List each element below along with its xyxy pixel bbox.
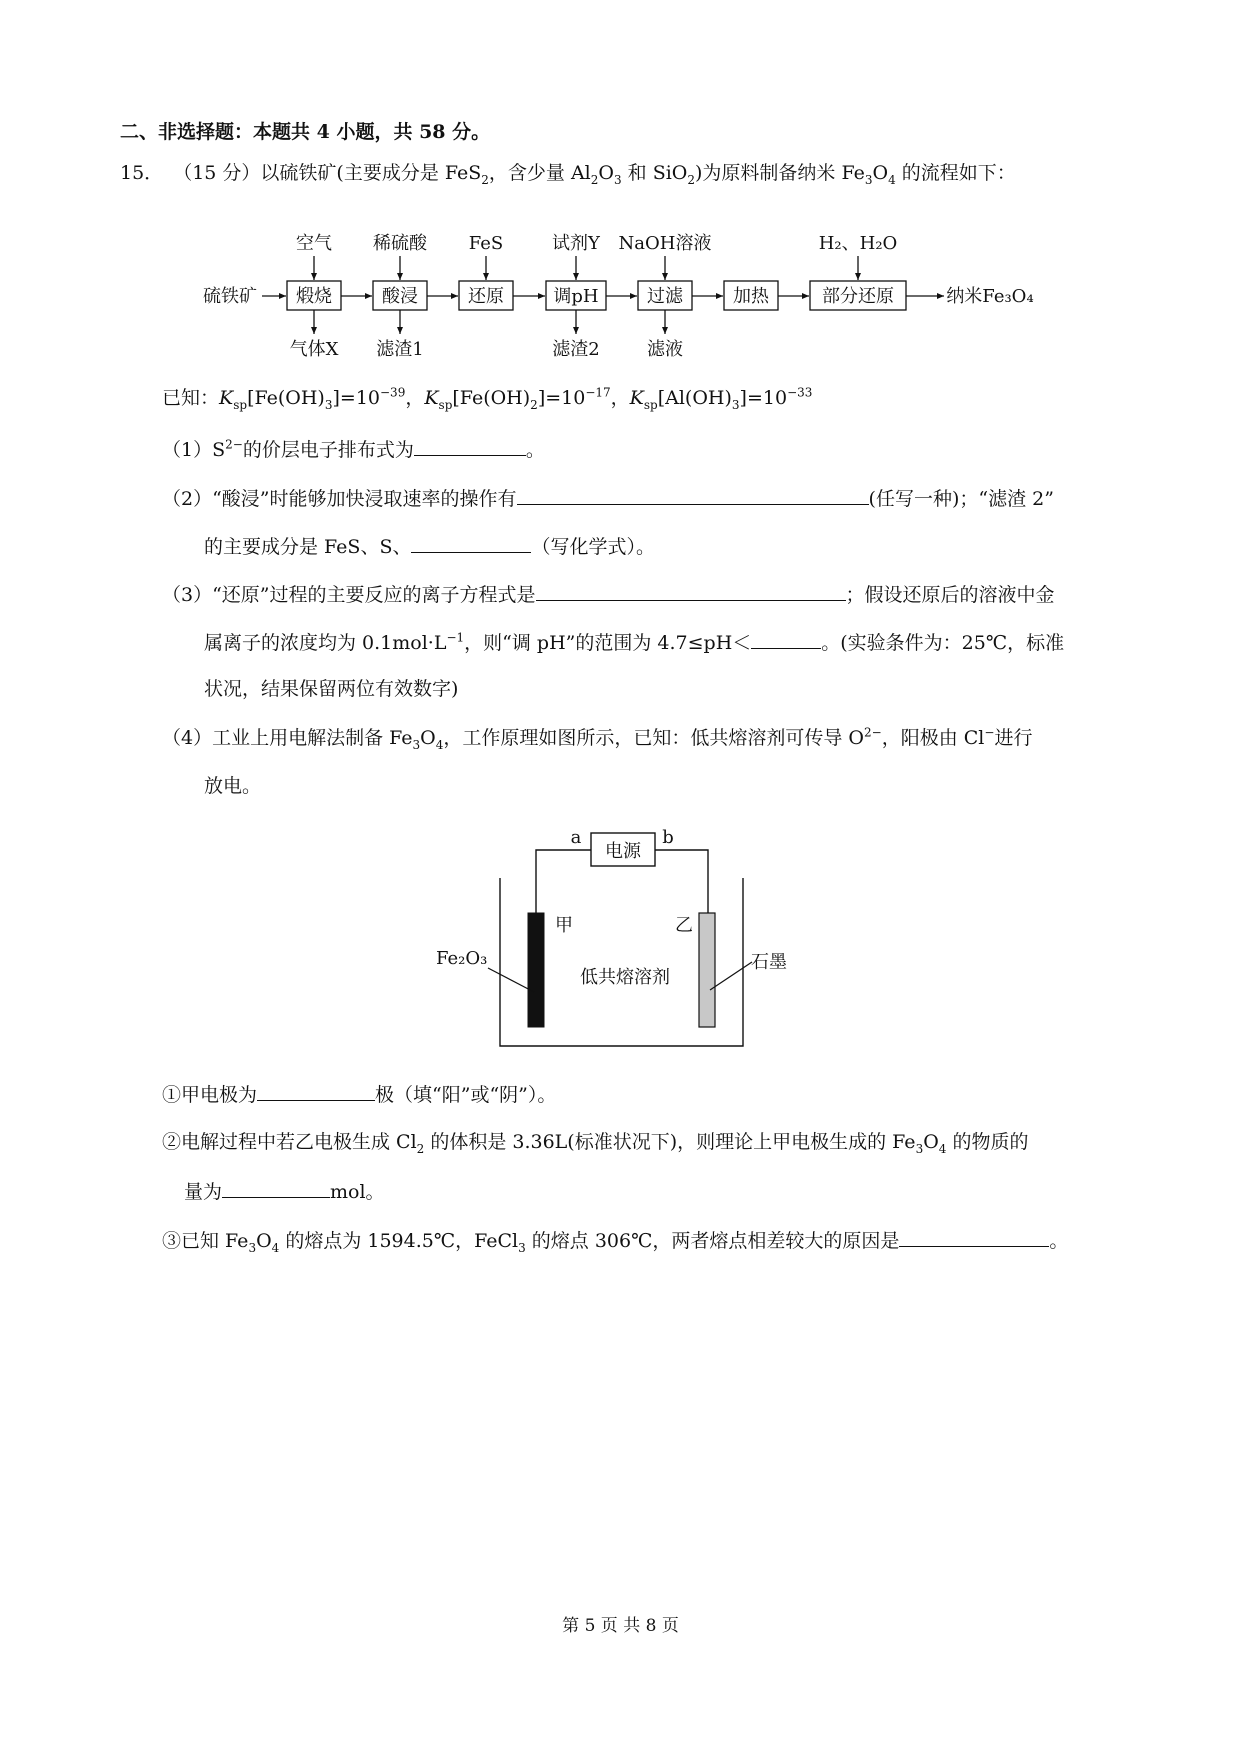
flow-input-fes: FeS xyxy=(468,233,504,254)
flow-step-reduce: 还原 xyxy=(468,286,504,307)
part-2-line-1: （2）“酸浸”时能够加快浸取速率的操作有 (任写一种)；“滤渣 2” xyxy=(162,484,1054,512)
electrode-jia-fe2o3 xyxy=(528,913,544,1027)
wire-a xyxy=(536,850,591,913)
answer-blank-s2[interactable] xyxy=(222,1177,330,1198)
flow-step-filter: 过滤 xyxy=(647,286,683,307)
answer-blank-s3[interactable] xyxy=(899,1226,1049,1247)
page-footer: 第 5 页 共 8 页 xyxy=(562,1616,679,1636)
electrolyte-label: 低共熔溶剂 xyxy=(580,967,670,988)
subq-2-line-2: 量为 mol。 xyxy=(184,1177,385,1205)
flow-step-acid-leach: 酸浸 xyxy=(382,286,418,307)
wire-b xyxy=(655,850,708,913)
flow-input-h2-h2o: H₂、H₂O xyxy=(818,233,898,254)
subq-2-line-1: ②电解过程中若乙电极生成 $Cl_2$ 的体积是 3.36L(标准状况下)，则理论上甲电极生成的 $Fe_3O_4$ 的物质的 xyxy=(162,1131,1029,1156)
part-3-line-2: 属离子的浓度均为 $0.1mol\cdot L^{-1}$，则“调 pH”的范围为 4.7≤pH＜ 。(实验条件为：25℃，标准 xyxy=(204,628,1064,656)
part-4-line-1: （4）工业上用电解法制备 $Fe_3O_4$，工作原理如图所示，已知：低共熔溶剂可传导 $O^{2-}$，阳极由 Cl−进行 xyxy=(162,725,1033,752)
flow-output-filtrate: 滤液 xyxy=(647,339,683,360)
part-2-line-2: 的主要成分是 FeS、S、 （写化学式）。 xyxy=(204,532,655,560)
flow-step-partial-reduce: 部分还原 xyxy=(822,286,894,307)
flow-step-calcine: 煅烧 xyxy=(296,286,332,307)
q15-intro: 15． （15 分）以硫铁矿(主要成分是 FeS$_2$，含少量 $Al_2O_3$ 和 SiO$_2$)为原料制备纳米 $Fe_3O_4$ 的流程如下： xyxy=(120,162,1016,187)
q15-score: （15 分） xyxy=(173,162,261,184)
subq-1: ①甲电极为 极（填“阳”或“阴”）。 xyxy=(162,1080,556,1108)
flow-step-heat: 加热 xyxy=(733,286,769,307)
part-4-line-2: 放电。 xyxy=(204,775,262,797)
answer-blank-s1[interactable] xyxy=(257,1080,375,1101)
flow-start: 硫铁矿 xyxy=(203,286,257,307)
flow-input-air: 空气 xyxy=(296,233,332,254)
part-1: $(1)S^{2-}$的价层电子排布式为 。 xyxy=(162,435,545,463)
flow-output-residue-2: 滤渣2 xyxy=(552,339,600,360)
right-material-label: 石墨 xyxy=(751,952,787,973)
flow-input-dilute-acid: 稀硫酸 xyxy=(373,233,427,254)
known-ksp: 已知：$K_{sp}[Fe(OH)_3]=10^{-39}$，$K_{sp}[Fe(OH)_2]=10^{-17}$，$K_{sp}[Al(OH)_3]=10^{-33}$ xyxy=(162,385,813,412)
terminal-b: b xyxy=(662,827,674,848)
flow-input-reagent-y: 试剂Y xyxy=(552,233,600,254)
flow-input-naoh: NaOH溶液 xyxy=(618,233,712,254)
subq-3: ③已知 $Fe_3O_4$ 的熔点为 1594.5℃，FeCl$_3$ 的熔点 306℃，两者熔点相差较大的原因是 。 xyxy=(162,1226,1068,1254)
left-material-label: Fe₂O₃ xyxy=(436,948,488,969)
flow-output-gas-x: 气体X xyxy=(289,339,339,360)
power-label: 电源 xyxy=(605,841,641,862)
electrode-yi-graphite xyxy=(699,913,715,1027)
part-3-line-1: （3）“还原”过程的主要反应的离子方程式是 ；假设还原后的溶液中金 xyxy=(162,580,1055,608)
section-title: 二、非选择题：本题共 4 小题，共 58 分。 xyxy=(120,121,491,143)
flow-step-adjust-ph: 调pH xyxy=(553,286,599,307)
terminal-a: a xyxy=(570,827,582,848)
part-3-line-3: 状况，结果保留两位有效数字) xyxy=(204,678,459,700)
electrode-right-label: 乙 xyxy=(675,915,693,936)
electrode-left-label: 甲 xyxy=(555,915,573,936)
flow-product: 纳米Fe₃O₄ xyxy=(946,286,1034,307)
flow-output-residue-1: 滤渣1 xyxy=(376,339,424,360)
q15-number: 15． xyxy=(120,162,164,184)
